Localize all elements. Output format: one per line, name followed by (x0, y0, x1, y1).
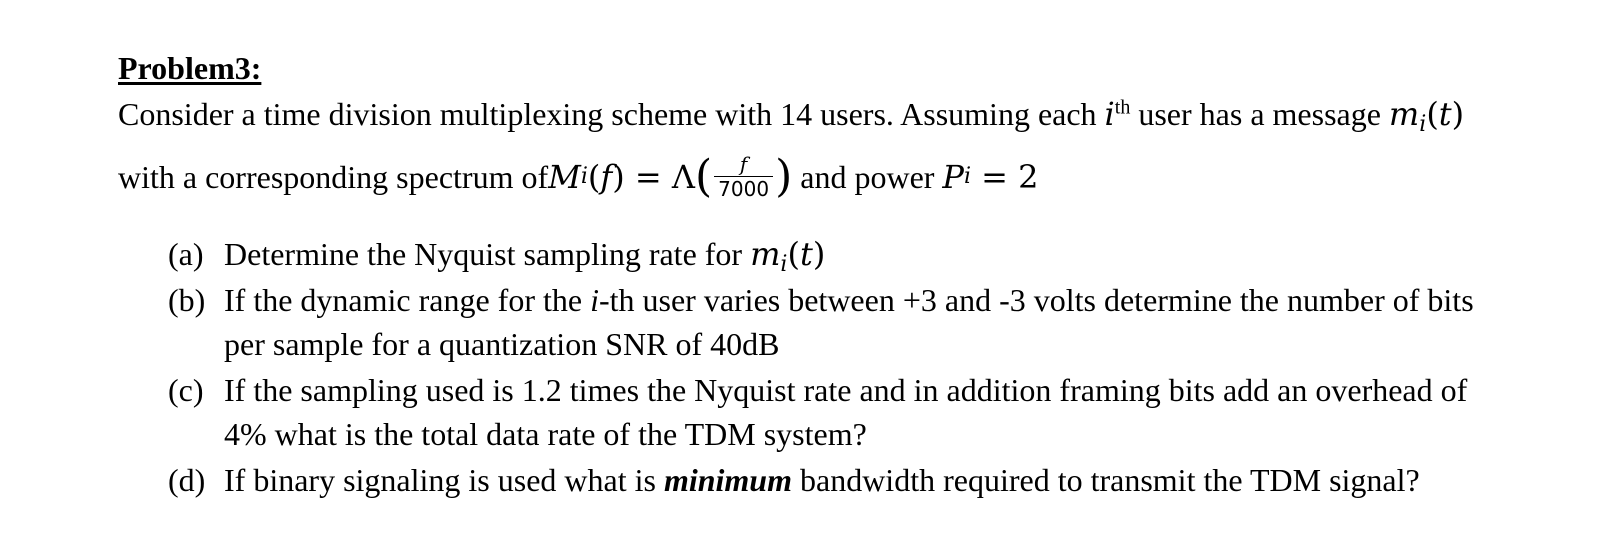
spectrum-expression: (f) = Λ (587, 157, 695, 196)
question-c-text-2: 4% what is the total data rate of the TDM system? (224, 416, 867, 452)
question-item-c (168, 374, 1588, 450)
question-label-a: (a) (168, 236, 204, 272)
question-text-d (224, 464, 1588, 496)
question-c-text-1: If the sampling used is 1.2 times the Nyquist rate and in addition framing bits add an overhead of (224, 372, 1468, 408)
question-label-b: (b) (168, 282, 206, 318)
question-text-c (224, 374, 1588, 450)
question-a-arg: (t) (787, 235, 826, 273)
question-a-sub-i: i (780, 252, 788, 277)
question-text-b (224, 284, 1588, 360)
message-symbol-m: m (1388, 95, 1420, 133)
th-superscript: th (1114, 96, 1131, 119)
intro-line-2: with a corresponding spectrum of M i (f) = Λ ( $\frac{f}{7000}$ ) and power P i = 2 (118, 150, 1039, 202)
intro-line-1 (118, 95, 1598, 137)
question-b-text-1b: -th user varies between +3 and -3 volts determine the number of bits (598, 282, 1474, 318)
question-d-text-a: If binary signaling is used what is (224, 462, 664, 498)
spectrum-symbol-M: M (548, 157, 581, 196)
ith-symbol: i (1104, 95, 1115, 133)
left-paren: ( (695, 150, 713, 202)
question-label-d: (d) (168, 462, 206, 498)
question-a-text: Determine the Nyquist sampling rate for (224, 236, 751, 272)
power-symbol-P: P (942, 157, 964, 196)
question-label-c: (c) (168, 372, 204, 408)
message-subscript-i: i (1419, 112, 1427, 137)
fraction-numerator: f (739, 152, 748, 176)
power-value: = 2 (971, 157, 1039, 196)
question-text-a (224, 235, 1588, 277)
fraction (714, 154, 773, 199)
intro-text-2: with a corresponding spectrum of (118, 158, 549, 195)
message-arg-t: (t) (1426, 95, 1465, 133)
problem-title: Problem3: (118, 50, 262, 86)
fraction-denominator: 7000 (718, 177, 770, 201)
right-paren: ) (775, 150, 793, 202)
problem-block (118, 50, 1598, 202)
question-list (168, 235, 1588, 510)
question-item-d (168, 464, 1588, 496)
intro-text-2-mid: and power (792, 158, 943, 195)
question-d-emphasis: minimum (663, 462, 792, 498)
question-b-i: i (590, 282, 599, 318)
question-item-b (168, 284, 1588, 360)
question-item-a (168, 235, 1588, 277)
question-a-m: m (750, 235, 781, 273)
question-b-text-2: per sample for a quantization SNR of 40dB (224, 326, 780, 362)
intro-text-1: Consider a time division multiplexing scheme with 14 users. Assuming each (118, 96, 1105, 132)
question-d-text-b: bandwidth required to transmit the TDM signal? (791, 462, 1420, 498)
question-b-text-1a: If the dynamic range for the (224, 282, 591, 318)
intro-text-1-tail: user has a message (1130, 96, 1389, 132)
